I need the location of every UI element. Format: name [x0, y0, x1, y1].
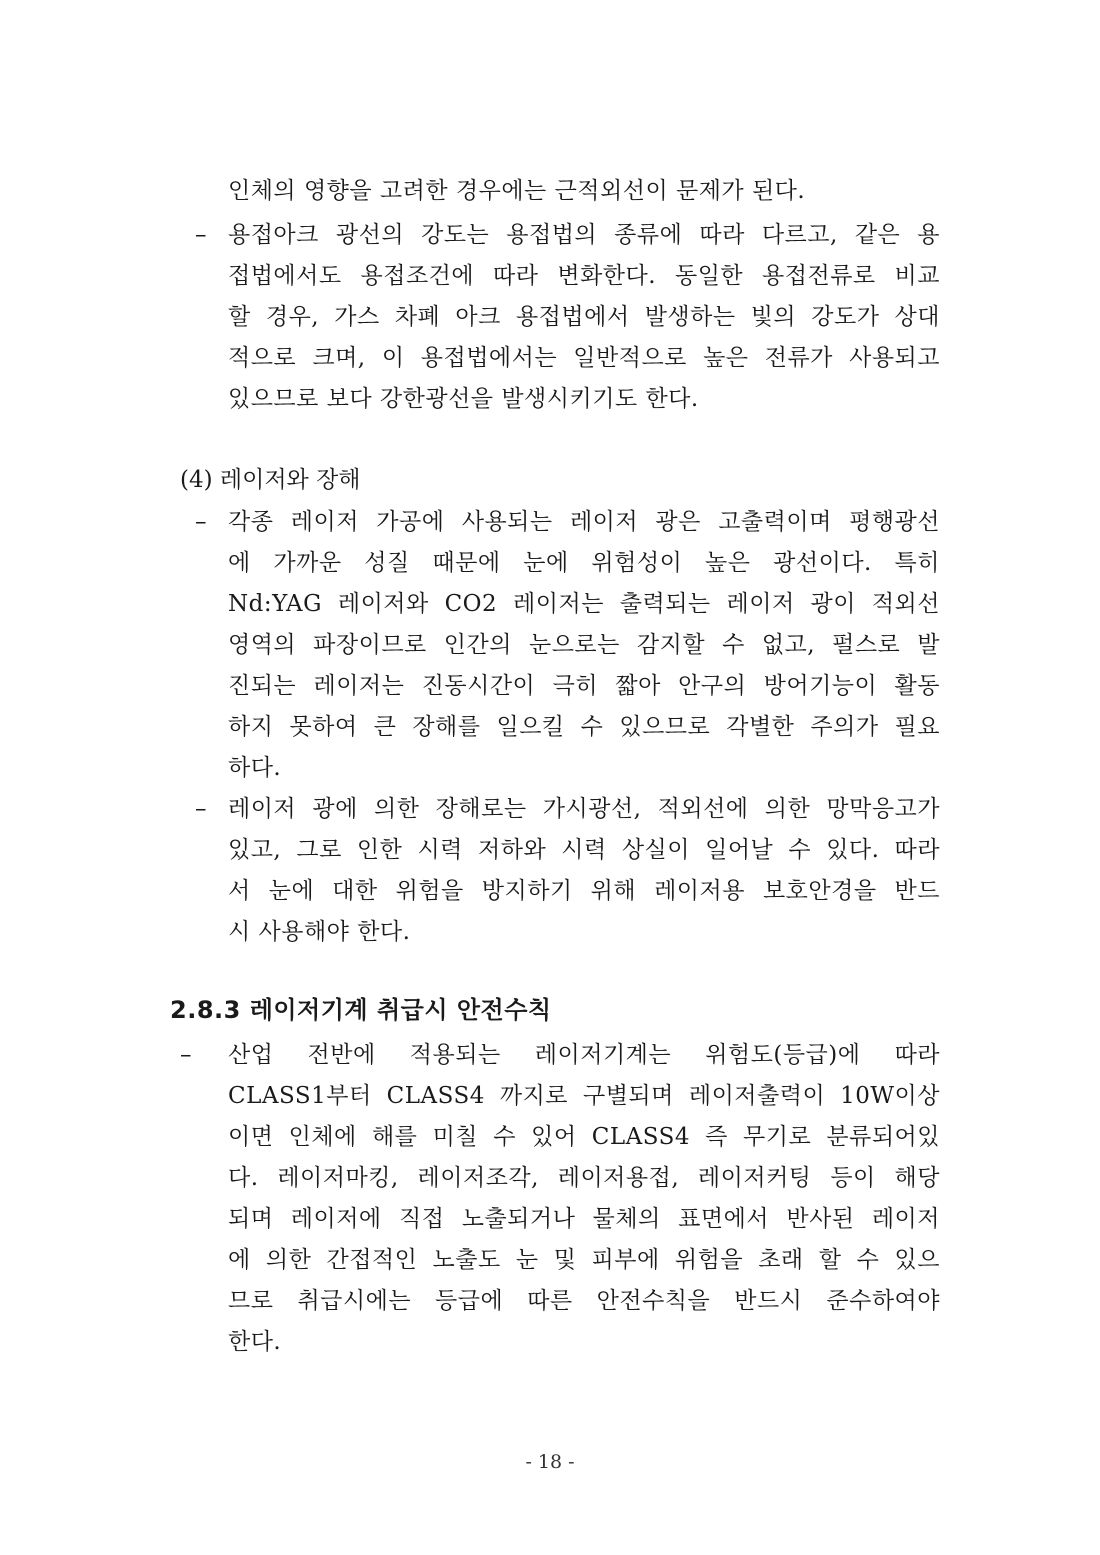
paragraph-line: 에 의한 간접적인 노출도 눈 및 피부에 위험을 초래 할 수 있으 — [228, 1247, 940, 1273]
bullet-dash: – — [195, 796, 207, 822]
paragraph-line: 할 경우, 가스 차폐 아크 용접법에서 발생하는 빛의 강도가 상대 — [228, 304, 940, 330]
paragraph-line: 있으므로 보다 강한광선을 발생시키기도 한다. — [228, 386, 699, 412]
paragraph-line: 영역의 파장이므로 인간의 눈으로는 감지할 수 없고, 펄스로 발 — [228, 632, 940, 658]
paragraph-line: 서 눈에 대한 위험을 방지하기 위해 레이저용 보호안경을 반드 — [228, 878, 940, 904]
paragraph-line: 있고, 그로 인한 시력 저하와 시력 상실이 일어날 수 있다. 따라 — [228, 837, 940, 863]
paragraph-line: 인체의 영향을 고려한 경우에는 근적외선이 문제가 된다. — [228, 178, 806, 204]
paragraph-line: 각종 레이저 가공에 사용되는 레이저 광은 고출력이며 평행광선 — [228, 509, 940, 535]
page-number: - 18 - — [525, 1451, 575, 1473]
section-subheading: (4) 레이저와 장해 — [180, 467, 361, 493]
bullet-dash: – — [195, 222, 207, 248]
paragraph-line: 접법에서도 용접조건에 따라 변화한다. 동일한 용접전류로 비교 — [228, 263, 940, 289]
paragraph-line: 에 가까운 성질 때문에 눈에 위험성이 높은 광선이다. 특히 — [228, 550, 940, 576]
paragraph-line: 하지 못하여 큰 장해를 일으킬 수 있으므로 각별한 주의가 필요 — [228, 714, 940, 740]
bullet-dash: – — [180, 1042, 192, 1068]
paragraph-line: 시 사용해야 한다. — [228, 919, 411, 945]
paragraph-line: 다. 레이저마킹, 레이저조각, 레이저용접, 레이저커팅 등이 해당 — [228, 1165, 940, 1191]
section-heading: 2.8.3 레이저기계 취급시 안전수칙 — [170, 996, 552, 1024]
paragraph-line: 한다. — [228, 1329, 282, 1355]
paragraph-line: 레이저 광에 의한 장해로는 가시광선, 적외선에 의한 망막응고가 — [228, 796, 940, 822]
paragraph-line: 적으로 크며, 이 용접법에서는 일반적으로 높은 전류가 사용되고 — [228, 345, 940, 371]
paragraph-line: 용접아크 광선의 강도는 용접법의 종류에 따라 다르고, 같은 용 — [228, 222, 940, 248]
paragraph-line: CLASS1부터 CLASS4 까지로 구별되며 레이저출력이 10W이상 — [228, 1083, 940, 1109]
paragraph-line: 되며 레이저에 직접 노출되거나 물체의 표면에서 반사된 레이저 — [228, 1206, 940, 1232]
paragraph-line: 이면 인체에 해를 미칠 수 있어 CLASS4 즉 무기로 분류되어있 — [228, 1124, 940, 1150]
paragraph-line: 므로 취급시에는 등급에 따른 안전수칙을 반드시 준수하여야 — [228, 1288, 940, 1314]
paragraph-line: 하다. — [228, 755, 282, 781]
bullet-dash: – — [195, 509, 207, 535]
paragraph-line: Nd:YAG 레이저와 CO2 레이저는 출력되는 레이저 광이 적외선 — [228, 591, 940, 617]
paragraph-line: 산업 전반에 적용되는 레이저기계는 위험도(등급)에 따라 — [228, 1042, 940, 1068]
paragraph-line: 진되는 레이저는 진동시간이 극히 짧아 안구의 방어기능이 활동 — [228, 673, 940, 699]
